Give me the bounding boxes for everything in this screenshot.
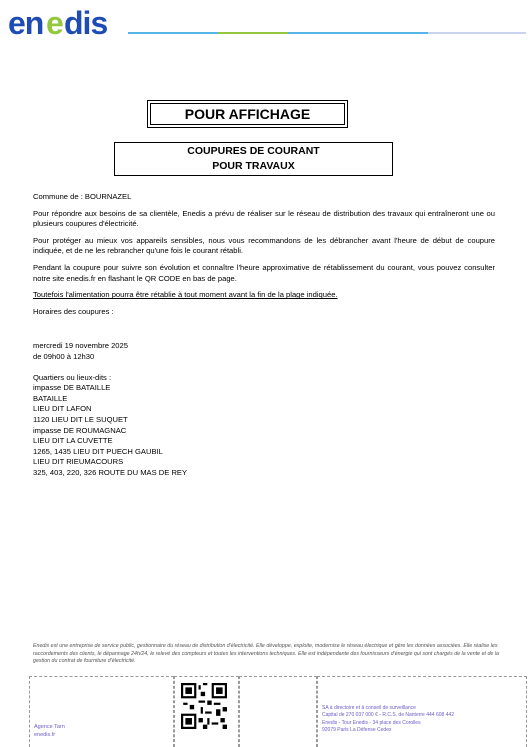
coupures-title-line1: COUPURES DE COURANT <box>187 145 320 157</box>
legal-line-4: 92079 Paris La Défense Cedex <box>322 727 392 734</box>
horaires-label: Horaires des coupures : <box>33 306 114 316</box>
list-item: LIEU DIT LA CUVETTE <box>33 436 113 446</box>
paragraph-suivi: Pendant la coupure pour suivre son évolution et connaître l'heure approximative de rétablissement du courant, vous pouvez consulter notre site enedis.fr en flashant le QR CODE en bas de page. <box>33 262 495 283</box>
coupures-title-box <box>114 142 393 176</box>
svg-text:e: e <box>46 6 63 40</box>
list-item: LIEU DIT LAFON <box>33 404 92 414</box>
coupure-time: de 09h00 à 12h30 <box>33 351 95 361</box>
quartiers-label: Quartiers ou lieux-dits : <box>33 372 112 382</box>
footer-spacer-box <box>239 676 317 747</box>
coupures-title-line2: POUR TRAVAUX <box>212 160 295 172</box>
footer-legal-box <box>317 676 527 747</box>
list-item: 1265, 1435 LIEU DIT PUECH GAUBIL <box>33 446 163 456</box>
enedis-logo <box>8 6 126 40</box>
commune-line: Commune de : BOURNAZEL <box>33 192 132 201</box>
footer-qr-box <box>174 676 239 747</box>
notice-body <box>33 192 495 478</box>
paragraph-retablissement: Toutefois l'alimentation pourra être rétablie à tout moment avant la fin de la plage indiquée. <box>33 290 338 300</box>
footer-note: Enedis est une entreprise de service public, gestionnaire du réseau de distribution d'électricité. Elle développe, exploite, modernise le réseau électrique et gère les données associées. Elle réalise les raccordements des clients, le dépannage 24h/24, le relevé des compteurs et toutes les interventions techniques. Elle est indépendante des fournisseurs d'énergie qui sont chargés de la vente et de la gestion du contrat de fourniture d'électricité. <box>33 643 499 664</box>
agency-name: Agence Tarn <box>34 724 65 730</box>
agency-site[interactable]: enedis.fr <box>34 732 56 738</box>
list-item: impasse DE BATAILLE <box>33 383 111 393</box>
legal-line-1: SA à directoire et à conseil de surveillance <box>322 705 416 711</box>
coupure-date: mercredi 19 novembre 2025 <box>33 341 128 351</box>
footer-agency-box <box>29 676 174 747</box>
qr-code-icon[interactable] <box>181 683 227 729</box>
legal-line-3: Enedis - Tour Enedis - 34 place des Corolles <box>322 719 421 726</box>
list-item: 1120 LIEU DIT LE SUQUET <box>33 414 128 424</box>
paragraph-appareils: Pour protéger au mieux vos appareils sensibles, nous vous recommandons de les débrancher avant l'heure de début de coupure indiquée, et de ne les rebrancher qu'une fois le courant rétabli. <box>33 235 495 256</box>
paragraph-besoins: Pour répondre aux besoins de sa clientèle, Enedis a prévu de réaliser sur le réseau de distribution des travaux qui entraîneront une ou plusieurs coupures d'électricité. <box>33 208 495 229</box>
list-item: LIEU DIT RIEUMACOURS <box>33 457 124 467</box>
header-decorative-line <box>128 32 526 34</box>
svg-text:dis: dis <box>64 6 108 40</box>
list-item: impasse DE ROUMAGNAC <box>33 425 127 435</box>
pour-affichage-label: POUR AFFICHAGE <box>150 103 345 125</box>
legal-line-2: Capital de 270 037 000 € - R.C.S. de Nanterre 444 608 442 <box>322 712 455 719</box>
list-item: BATAILLE <box>33 393 68 403</box>
pour-affichage-box <box>147 100 348 128</box>
svg-text:en: en <box>8 6 44 40</box>
footer <box>29 676 527 747</box>
list-item: 325, 403, 220, 326 ROUTE DU MAS DE REY <box>33 467 188 477</box>
